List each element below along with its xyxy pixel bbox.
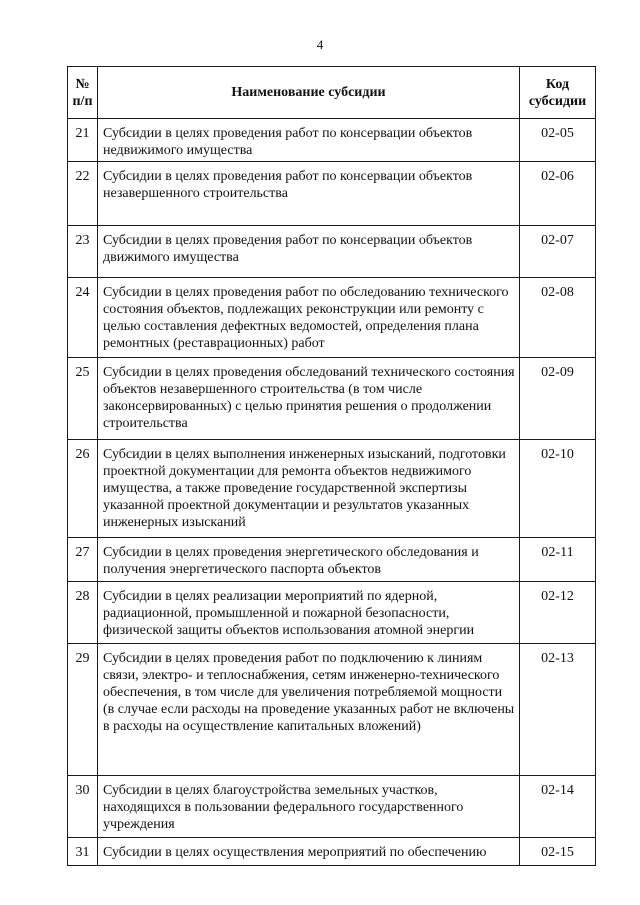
- subsidy-name: Субсидии в целях проведения работ по подключению к линиям связи, электро- и теплоснабжения, сетям инженерно-технического обеспечения, в том числе для увеличения потребляемой мощности (в случае если расходы на проведение указанных работ не включены в расходы на осуществление капитальных вложений): [98, 644, 520, 776]
- subsidies-table: [67, 66, 596, 866]
- subsidy-name: Субсидии в целях осуществления мероприятий по обеспечению: [98, 838, 520, 866]
- row-number: 26: [68, 440, 98, 538]
- table-row: [68, 440, 596, 538]
- table-row: [68, 838, 596, 866]
- subsidy-code: 02-07: [520, 226, 596, 278]
- table-row: [68, 119, 596, 162]
- row-number: 29: [68, 644, 98, 776]
- row-number: 28: [68, 582, 98, 644]
- subsidy-code: 02-09: [520, 358, 596, 440]
- subsidy-code: 02-13: [520, 644, 596, 776]
- table-row: [68, 278, 596, 358]
- column-header-code: Код субсидии: [520, 67, 596, 119]
- subsidy-name: Субсидии в целях проведения работ по консервации объектов движимого имущества: [98, 226, 520, 278]
- row-number: 30: [68, 776, 98, 838]
- table-row: [68, 644, 596, 776]
- subsidy-code: 02-05: [520, 119, 596, 162]
- subsidy-code: 02-06: [520, 162, 596, 226]
- subsidy-code: 02-12: [520, 582, 596, 644]
- page-number: 4: [316, 37, 324, 52]
- table-row: [68, 776, 596, 838]
- row-number: 25: [68, 358, 98, 440]
- subsidy-code: 02-14: [520, 776, 596, 838]
- column-header-number: № п/п: [68, 67, 98, 119]
- subsidy-code: 02-08: [520, 278, 596, 358]
- subsidy-name: Субсидии в целях благоустройства земельных участков, находящихся в пользовании федерального государственного учреждения: [98, 776, 520, 838]
- row-number: 31: [68, 838, 98, 866]
- subsidy-code: 02-15: [520, 838, 596, 866]
- subsidy-name: Субсидии в целях проведения работ по консервации объектов незавершенного строительства: [98, 162, 520, 226]
- subsidy-name: Субсидии в целях проведения работ по обследованию технического состояния объектов, подлежащих реконструкции или ремонту с целью составления дефектных ведомостей, определения плана ремонтных (реставрационных) работ: [98, 278, 520, 358]
- column-header-name: Наименование субсидии: [98, 67, 520, 119]
- subsidy-name: Субсидии в целях проведения энергетического обследования и получения энергетического паспорта объектов: [98, 538, 520, 582]
- table-header-row: [68, 67, 596, 119]
- subsidy-name: Субсидии в целях выполнения инженерных изысканий, подготовки проектной документации для ремонта объектов недвижимого имущества, а также проведение государственной экспертизы указанной проектной документации и результатов указанных инженерных изысканий: [98, 440, 520, 538]
- row-number: 27: [68, 538, 98, 582]
- table-row: [68, 582, 596, 644]
- subsidy-code: 02-10: [520, 440, 596, 538]
- table-row: [68, 162, 596, 226]
- subsidy-name: Субсидии в целях проведения работ по консервации объектов недвижимого имущества: [98, 119, 520, 162]
- subsidy-name: Субсидии в целях проведения обследований технического состояния объектов незавершенного строительства (в том числе законсервированных) с целью принятия решения о продолжении строительства: [98, 358, 520, 440]
- row-number: 21: [68, 119, 98, 162]
- table-row: [68, 226, 596, 278]
- subsidy-name: Субсидии в целях реализации мероприятий по ядерной, радиационной, промышленной и пожарной безопасности, физической защиты объектов использования атомной энергии: [98, 582, 520, 644]
- table-row: [68, 538, 596, 582]
- row-number: 22: [68, 162, 98, 226]
- row-number: 23: [68, 226, 98, 278]
- row-number: 24: [68, 278, 98, 358]
- table-row: [68, 358, 596, 440]
- subsidy-code: 02-11: [520, 538, 596, 582]
